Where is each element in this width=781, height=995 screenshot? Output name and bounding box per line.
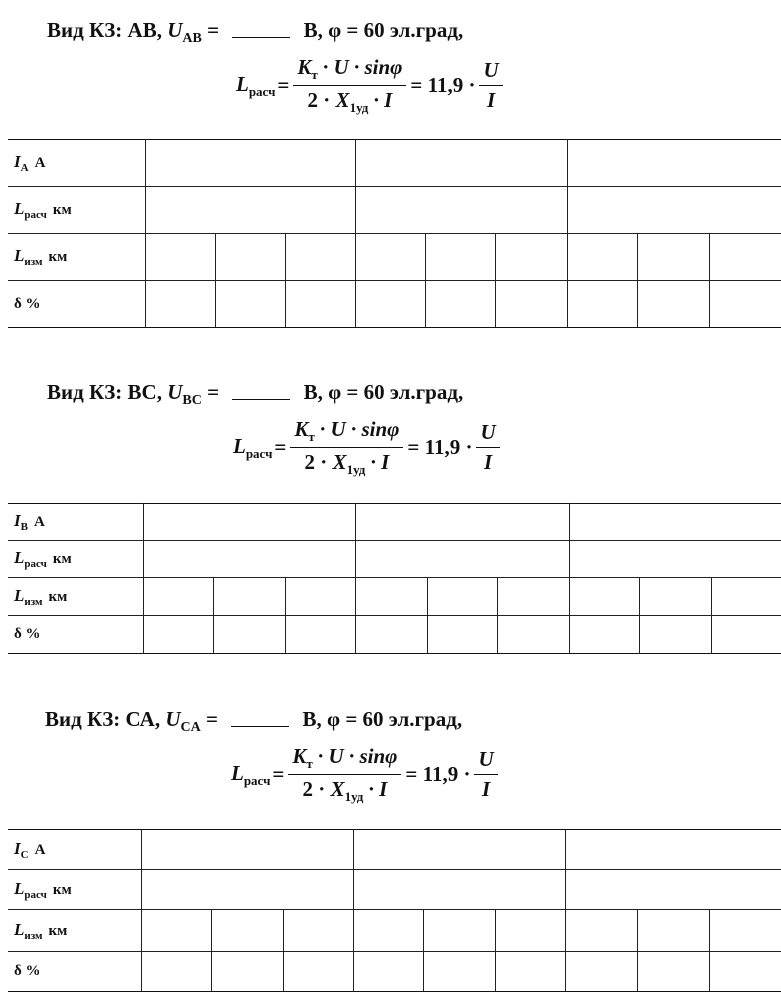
input-cell[interactable] xyxy=(497,578,569,616)
input-cell[interactable] xyxy=(215,281,285,328)
heading-unit-text: В, φ = 60 эл.град, xyxy=(303,380,464,404)
formula-eq: = xyxy=(277,73,290,97)
equals-sign: = xyxy=(205,707,218,731)
table-row xyxy=(8,504,781,541)
input-cell[interactable] xyxy=(709,910,781,952)
input-cell[interactable] xyxy=(355,504,569,541)
input-cell[interactable] xyxy=(711,616,781,654)
table-row xyxy=(8,616,781,654)
input-cell[interactable] xyxy=(711,578,781,616)
input-cell[interactable] xyxy=(141,830,353,870)
input-cell[interactable] xyxy=(427,578,497,616)
table-row xyxy=(8,140,781,187)
formula-den-rest: · I xyxy=(373,88,393,112)
equals-sign: = xyxy=(207,380,220,404)
input-cell[interactable] xyxy=(285,234,355,281)
input-cell[interactable] xyxy=(637,234,709,281)
input-cell[interactable] xyxy=(213,578,285,616)
input-cell[interactable] xyxy=(143,504,355,541)
formula-lhs-symbol: L xyxy=(236,71,249,96)
input-cell[interactable] xyxy=(211,910,283,952)
input-cell[interactable] xyxy=(637,910,709,952)
row-label: $L_{расч}$ км xyxy=(8,870,141,910)
table-row xyxy=(8,187,781,234)
table-row xyxy=(8,870,781,910)
formula-den-prefix: 2 · xyxy=(307,88,331,112)
voltage-symbol: U xyxy=(165,707,181,731)
formula-x-sub: 1уд xyxy=(349,100,369,115)
input-cell[interactable] xyxy=(569,541,781,578)
input-cell[interactable] xyxy=(495,234,567,281)
table-row xyxy=(8,830,781,870)
input-cell[interactable] xyxy=(637,952,709,992)
distance-formula: $L_{расч}$ = $\frac{K_т \cdot U \cdot \sin\varphi}{2 \cdot X_{1уд} \cdot I}$ = 11,9 · $\frac{U}{I}$ xyxy=(233,417,504,478)
heading-prefix: Вид КЗ: АВ, xyxy=(47,18,162,42)
voltage-symbol: U xyxy=(167,380,183,404)
input-cell[interactable] xyxy=(355,140,567,187)
input-cell[interactable] xyxy=(353,870,565,910)
section-heading xyxy=(47,18,463,47)
input-cell[interactable] xyxy=(495,910,565,952)
input-cell[interactable] xyxy=(639,578,711,616)
input-cell[interactable] xyxy=(567,187,781,234)
table-row xyxy=(8,910,781,952)
input-cell[interactable] xyxy=(213,616,285,654)
input-cell[interactable] xyxy=(423,910,495,952)
input-cell[interactable] xyxy=(143,578,213,616)
input-cell[interactable] xyxy=(565,952,637,992)
input-cell[interactable] xyxy=(355,616,427,654)
distance-formula xyxy=(236,55,507,116)
row-label: δ % xyxy=(8,616,143,654)
input-cell[interactable] xyxy=(211,952,283,992)
input-cell[interactable] xyxy=(423,952,495,992)
heading-unit-text: В, φ = 60 эл.град, xyxy=(302,707,463,731)
heading-prefix: Вид КЗ: ВС, xyxy=(47,380,162,404)
voltage-subscript: AB xyxy=(182,31,202,46)
section-heading xyxy=(45,707,462,736)
input-cell[interactable] xyxy=(283,952,353,992)
input-cell[interactable] xyxy=(569,578,639,616)
input-cell[interactable] xyxy=(355,578,427,616)
input-cell[interactable] xyxy=(569,616,639,654)
input-cell[interactable] xyxy=(285,281,355,328)
row-label: $I_B$ А xyxy=(8,504,143,541)
table-row xyxy=(8,234,781,281)
input-cell[interactable] xyxy=(567,140,781,187)
input-cell[interactable] xyxy=(141,870,353,910)
voltage-subscript: CA xyxy=(180,720,201,735)
table-row xyxy=(8,281,781,328)
formula-num-rest: · U · sinφ xyxy=(323,55,403,79)
input-cell[interactable] xyxy=(565,830,781,870)
input-cell[interactable] xyxy=(709,234,781,281)
input-cell[interactable] xyxy=(353,830,565,870)
distance-formula: $L_{расч}$ = $\frac{K_т \cdot U \cdot \sin\varphi}{2 \cdot X_{1уд} \cdot I}$ = 11,9 · $\frac{U}{I}$ xyxy=(231,744,502,805)
voltage-blank-field[interactable] xyxy=(232,21,290,38)
input-cell[interactable] xyxy=(143,541,355,578)
input-cell[interactable] xyxy=(285,616,355,654)
input-cell[interactable] xyxy=(355,187,567,234)
input-cell[interactable] xyxy=(709,281,781,328)
formula-lhs-sub: расч xyxy=(248,83,276,99)
row-label: $I_A$ А xyxy=(8,140,145,187)
input-cell[interactable] xyxy=(565,870,781,910)
formula-rhs-num: U xyxy=(479,58,502,86)
measurement-table xyxy=(8,503,781,654)
voltage-blank-field[interactable] xyxy=(231,710,289,727)
input-cell[interactable] xyxy=(145,281,215,328)
row-label: $L_{изм}$ км xyxy=(8,578,143,616)
input-cell[interactable] xyxy=(353,952,423,992)
input-cell[interactable] xyxy=(495,281,567,328)
input-cell[interactable] xyxy=(145,187,355,234)
formula-rhs: = 11,9 · xyxy=(410,73,476,97)
measurement-table xyxy=(8,139,781,328)
measurement-table xyxy=(8,829,781,992)
input-cell[interactable] xyxy=(355,541,569,578)
equals-sign: = xyxy=(207,18,220,42)
voltage-subscript: BC xyxy=(182,393,202,408)
voltage-blank-field[interactable] xyxy=(232,383,290,400)
table-row xyxy=(8,578,781,616)
input-cell[interactable] xyxy=(215,234,285,281)
row-label: $L_{расч}$ км xyxy=(8,541,143,578)
input-cell[interactable] xyxy=(495,952,565,992)
input-cell[interactable] xyxy=(639,616,711,654)
input-cell[interactable] xyxy=(497,616,569,654)
input-cell[interactable] xyxy=(565,910,637,952)
input-cell[interactable] xyxy=(637,281,709,328)
input-cell[interactable] xyxy=(141,952,211,992)
formula-k: K xyxy=(297,55,312,79)
heading-prefix: Вид КЗ: СА, xyxy=(45,707,161,731)
row-label: $L_{изм}$ км xyxy=(8,234,145,281)
row-label: δ % xyxy=(8,952,141,992)
input-cell[interactable] xyxy=(353,910,423,952)
input-cell[interactable] xyxy=(567,234,637,281)
input-cell[interactable] xyxy=(569,504,781,541)
row-label: δ % xyxy=(8,281,145,328)
input-cell[interactable] xyxy=(355,281,425,328)
input-cell[interactable] xyxy=(285,578,355,616)
input-cell[interactable] xyxy=(427,616,497,654)
row-label: $L_{изм}$ км xyxy=(8,910,141,952)
input-cell[interactable] xyxy=(141,910,211,952)
input-cell[interactable] xyxy=(355,234,425,281)
table-row xyxy=(8,541,781,578)
input-cell[interactable] xyxy=(567,281,637,328)
input-cell[interactable] xyxy=(145,140,355,187)
row-label: $I_C$ А xyxy=(8,830,141,870)
input-cell[interactable] xyxy=(283,910,353,952)
voltage-symbol: U xyxy=(167,18,183,42)
input-cell[interactable] xyxy=(709,952,781,992)
section-heading xyxy=(47,380,463,409)
heading-unit-text: В, φ = 60 эл.град, xyxy=(303,18,464,42)
input-cell[interactable] xyxy=(143,616,213,654)
formula-rhs-den: I xyxy=(486,88,496,112)
formula-x: X xyxy=(335,88,350,112)
input-cell[interactable] xyxy=(425,234,495,281)
row-label: $L_{расч}$ км xyxy=(8,187,145,234)
formula-k-sub: т xyxy=(311,67,318,82)
input-cell[interactable] xyxy=(145,234,215,281)
input-cell[interactable] xyxy=(425,281,495,328)
table-row xyxy=(8,952,781,992)
